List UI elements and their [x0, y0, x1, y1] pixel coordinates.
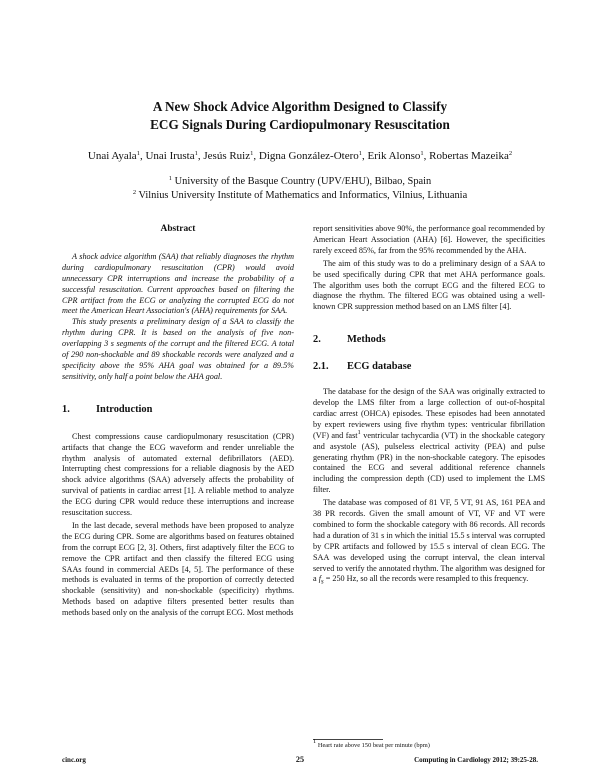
- left-column: [62, 224, 294, 621]
- footer-citation: Computing in Cardiology 2012; 39:25-28.: [414, 756, 538, 764]
- affiliations: [30, 175, 570, 203]
- author: Unai Ayala$^1$,: [87, 150, 146, 162]
- body-paragraph: report sensitivities above 90%, the performance goal recommended by American Heart Association (AHA) [6]. However, the specificities rarely exceed 85%, far from the 95% recommended by the AHA.: [313, 224, 545, 255]
- title-line-1: A New Shock Advice Algorithm Designed to Classify: [152, 99, 448, 114]
- right-column: [313, 224, 545, 591]
- body-paragraph: The database was composed of 81 VF, 5 VT, 91 AS, 161 PEA and 38 PR records. Given the small amount of VT, VF and VT were combined to form the shockable category with 86 records. All records had a duration of 31 s in which the initial 15.5 s interval was corrupted by CPR artifacts and followed by 15.5 s interval of clean ECG. The SAA was developed using the corrupt interval, the clean interval served to verify the annotated rhythm. The algorithm was designed for a $f_s = 250$ Hz, so all the records were resampled to this frequency.: [313, 498, 545, 587]
- author: Erik Alonso$^1$,: [367, 150, 430, 162]
- body-paragraph: The aim of this study was to do a preliminary design of a SAA to be used specifically during CPR that met AHA performance goals. The algorithm uses both the corrupt ECG and the filtered ECG to diagnose the rhythm. The filtered ECG was obtained using a well-known CPR suppression method based on an LMS filter [4].: [313, 258, 545, 312]
- footnote-marker: 1: [357, 428, 361, 436]
- section-heading-methods: 2. Methods: [313, 334, 386, 346]
- author-list: [30, 149, 570, 163]
- section-heading-introduction: 1. Introduction: [62, 403, 153, 415]
- abstract-heading: Abstract: [160, 224, 196, 234]
- subsection-heading-ecg-database: 2.1. ECG database: [313, 361, 412, 373]
- page-number: 25: [295, 755, 305, 764]
- footer-website: cinc.org: [62, 756, 86, 764]
- footnote-rule: [313, 739, 383, 740]
- author: Jesús Ruiz$^1$,: [203, 150, 259, 162]
- body-paragraph: In the last decade, several methods have been proposed to analyze the ECG during CPR. Some are algorithms based on features obtained from the corrupt ECG [2, 3]. Others, first adaptively filter the ECG to remove the CPR artifact and then classify the filtered ECG using SAAs found in commercial AEDs [4, 5]. The performance of these methods is evaluated in terms of the proportion of correctly detected shockable (sensitivity) and non-shockable (specificity) rhythms. Methods based on adaptive filters presented better results than methods based only on the analysis of the corrupt ECG. Most methods: [62, 520, 294, 618]
- body-paragraph: The database for the design of the SAA was originally extracted to develop the LMS filter from a large collection of out-of-hospital cardiac arrest (OHCA) episodes. These episodes had been annotated by expert reviewers using five rhythm types: ventricular fibrillation (VF) and fast$^1$ ventricular tachycardia (VT) in the shockable category and asystole (AS), pulseless electrical activity (PEA) and pulse generating rhythm (PR) in the non-shockable category. The episodes contained the ECG and several additional reference channels including the compression depth (CD) used to implement the LMS filter.: [313, 387, 545, 495]
- footnote: $^1$ Heart rate above 150 beat per minute (bpm): [313, 738, 430, 749]
- title-line-2: ECG Signals During Cardiopulmonary Resuscitation: [150, 117, 450, 132]
- author: Digna González-Otero$^1$,: [258, 150, 368, 162]
- author: Robertas Mazeika$^2$: [429, 150, 513, 162]
- body-paragraph: Chest compressions cause cardiopulmonary resuscitation (CPR) artifacts that change the ECG waveform and render unreliable the rhythm analysis of automated external defibrillators (AED). Interrupting chest compressions for a reliable diagnosis by the AED shock advice algorithms (SAA) adversely affects the probability of survival of patients in cardiac arrest [1]. A reliable method to analyze the ECG during CPR would reduce these interruptions and increase resuscitation success.: [62, 431, 294, 518]
- abstract-paragraph: This study presents a preliminary design of a SAA to classify the rhythm during CPR. It is based on the analysis of five non-overlapping 3 s segments of the corrupt and the filtered ECG. A total of 290 non-shockable and 89 shockable records were analyzed and a specificity above the 95% AHA goal was obtained for a 89.5% sensitivity, only half a point below the AHA goal.: [62, 317, 294, 381]
- abstract-paragraph: A shock advice algorithm (SAA) that reliably diagnoses the rhythm during cardiopulmonary resuscitation (CPR) would avoid unnecessary CPR interruptions and increase the probability of a successful resuscitation. Current approaches based on filtering the CPR artifact from the ECG or analyzing the corrupted ECG do not meet the American Heart Association's (AHA) requirements for SAA.: [62, 251, 294, 316]
- affiliation: $^2$ Vilnius University Institute of Mathematics and Informatics, Vilnius, Lithuania: [132, 189, 468, 201]
- paper-title: [40, 98, 560, 134]
- affiliation: $^1$ University of the Basque Country (UPV/EHU), Bilbao, Spain: [168, 175, 432, 187]
- author: Unai Irusta$^1$,: [145, 150, 204, 162]
- sampling-frequency-symbol: $f_s$: [318, 574, 324, 587]
